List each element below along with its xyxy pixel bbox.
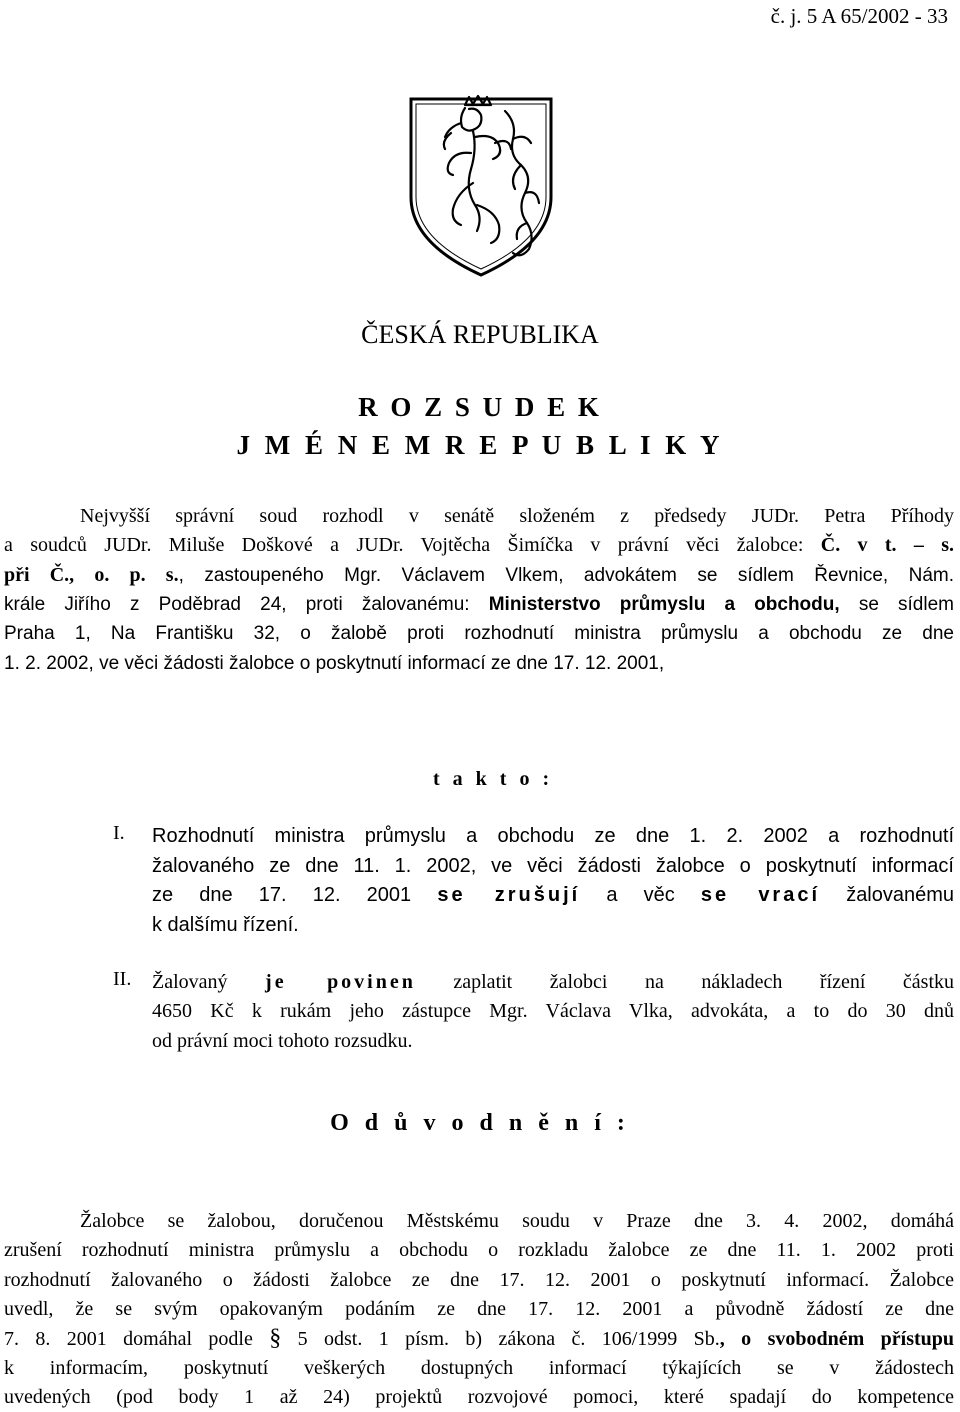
plaintiff-name: Č. v t. – s.	[820, 534, 955, 556]
reasons-line: k informacím, poskytnutí veškerých dostupných informací týkajících se v žádostech	[4, 1357, 954, 1379]
intro-line: a soudců JUDr. Miluše Doškové a JUDr. Vojtěcha Šimíčka v právní věci žalobce: Č. v t. – s.	[4, 534, 955, 556]
in-name-of-republic: J M É N E M R E P U B L I K Y	[236, 430, 724, 460]
reasons-line: 7. 8. 2001 domáhal podle § 5 odst. 1 písm. b) zákona č. 106/1999 Sb., o svobodném přístupu	[4, 1325, 955, 1351]
defendant-name: Ministerstvo průmyslu a obchodu,	[488, 594, 840, 615]
item-line: 4650 Kč k rukám jeho zástupce Mgr. Václava Vlka, advokáta, a to do 30 dnů	[152, 1000, 954, 1022]
country-name: ČESKÁ REPUBLIKA	[361, 320, 599, 349]
item-line: od právní moci tohoto rozsudku.	[152, 1030, 413, 1052]
case-number: č. j. 5 A 65/2002 - 33	[770, 4, 948, 28]
reasons-line: uvedl, že se svým opakovaným podáním ze dne 17. 12. 2001 a původně žádostí ze dne	[4, 1298, 954, 1320]
intro-line: Nejvyšší správní soud rozhodl v senátě složeném z předsedy JUDr. Petra Příhody	[80, 505, 954, 527]
item-number: II.	[113, 968, 132, 990]
reasons-line: Žalobce se žalobou, doručenou Městskému soudu v Praze dne 3. 4. 2002, domáhá	[80, 1210, 954, 1232]
reasons-line: uvedených (pod body 1 až 24) projektů rozvojové pomoci, které spadají do kompetence	[4, 1386, 954, 1408]
annulment-phrase: se zrušují	[437, 884, 581, 906]
item-line: žalovaného ze dne 11. 1. 2002, ve věci žádosti žalobce o poskytnutí informací	[152, 855, 954, 877]
verdict-title: R O Z S U D E K	[358, 392, 602, 422]
item-line: ze dne 17. 12. 2001 se zrušují a věc se vrací žalovanému	[152, 884, 955, 906]
item-line: k dalšímu řízení.	[152, 914, 299, 936]
intro-line: 1. 2. 2002, ve věci žádosti žalobce o poskytnutí informací ze dne 17. 12. 2001,	[4, 653, 665, 674]
reasons-line: rozhodnutí žalovaného o žádosti žalobce ze dne 17. 12. 2001 o poskytnutí informací. Žalobce	[4, 1269, 954, 1291]
state-emblem-lion-icon	[405, 93, 557, 279]
intro-line: při Č., o. p. s., zastoupeného Mgr. Václavem Vlkem, advokátem se sídlem Řevnice, Nám.	[4, 564, 955, 586]
item-line: Žalovaný je povinen zaplatit žalobci na nákladech řízení částku	[152, 971, 955, 993]
reasons-heading: O d ů v o d n ě n í :	[330, 1110, 630, 1136]
plaintiff-name-cont: při Č., o. p. s.	[4, 564, 179, 586]
return-phrase: se vrací	[700, 884, 821, 906]
section-sign: §	[269, 1325, 282, 1351]
intro-line: krále Jiřího z Poděbrad 24, proti žalovanému: Ministerstvo průmyslu a obchodu, se sídlem	[4, 594, 954, 615]
decision-heading: t a k t o :	[433, 768, 554, 790]
reasons-line: zrušení rozhodnutí ministra průmyslu a obchodu o rozkladu žalobce ze dne 11. 1. 2002 proti	[4, 1239, 954, 1261]
obligation-phrase: je povinen	[265, 971, 416, 993]
item-number: I.	[113, 822, 125, 844]
item-line: Rozhodnutí ministra průmyslu a obchodu ze dne 1. 2. 2002 a rozhodnutí	[152, 825, 954, 847]
intro-line: Praha 1, Na Františku 32, o žalobě proti rozhodnutí ministra průmyslu a obchodu ze dne	[4, 623, 954, 644]
